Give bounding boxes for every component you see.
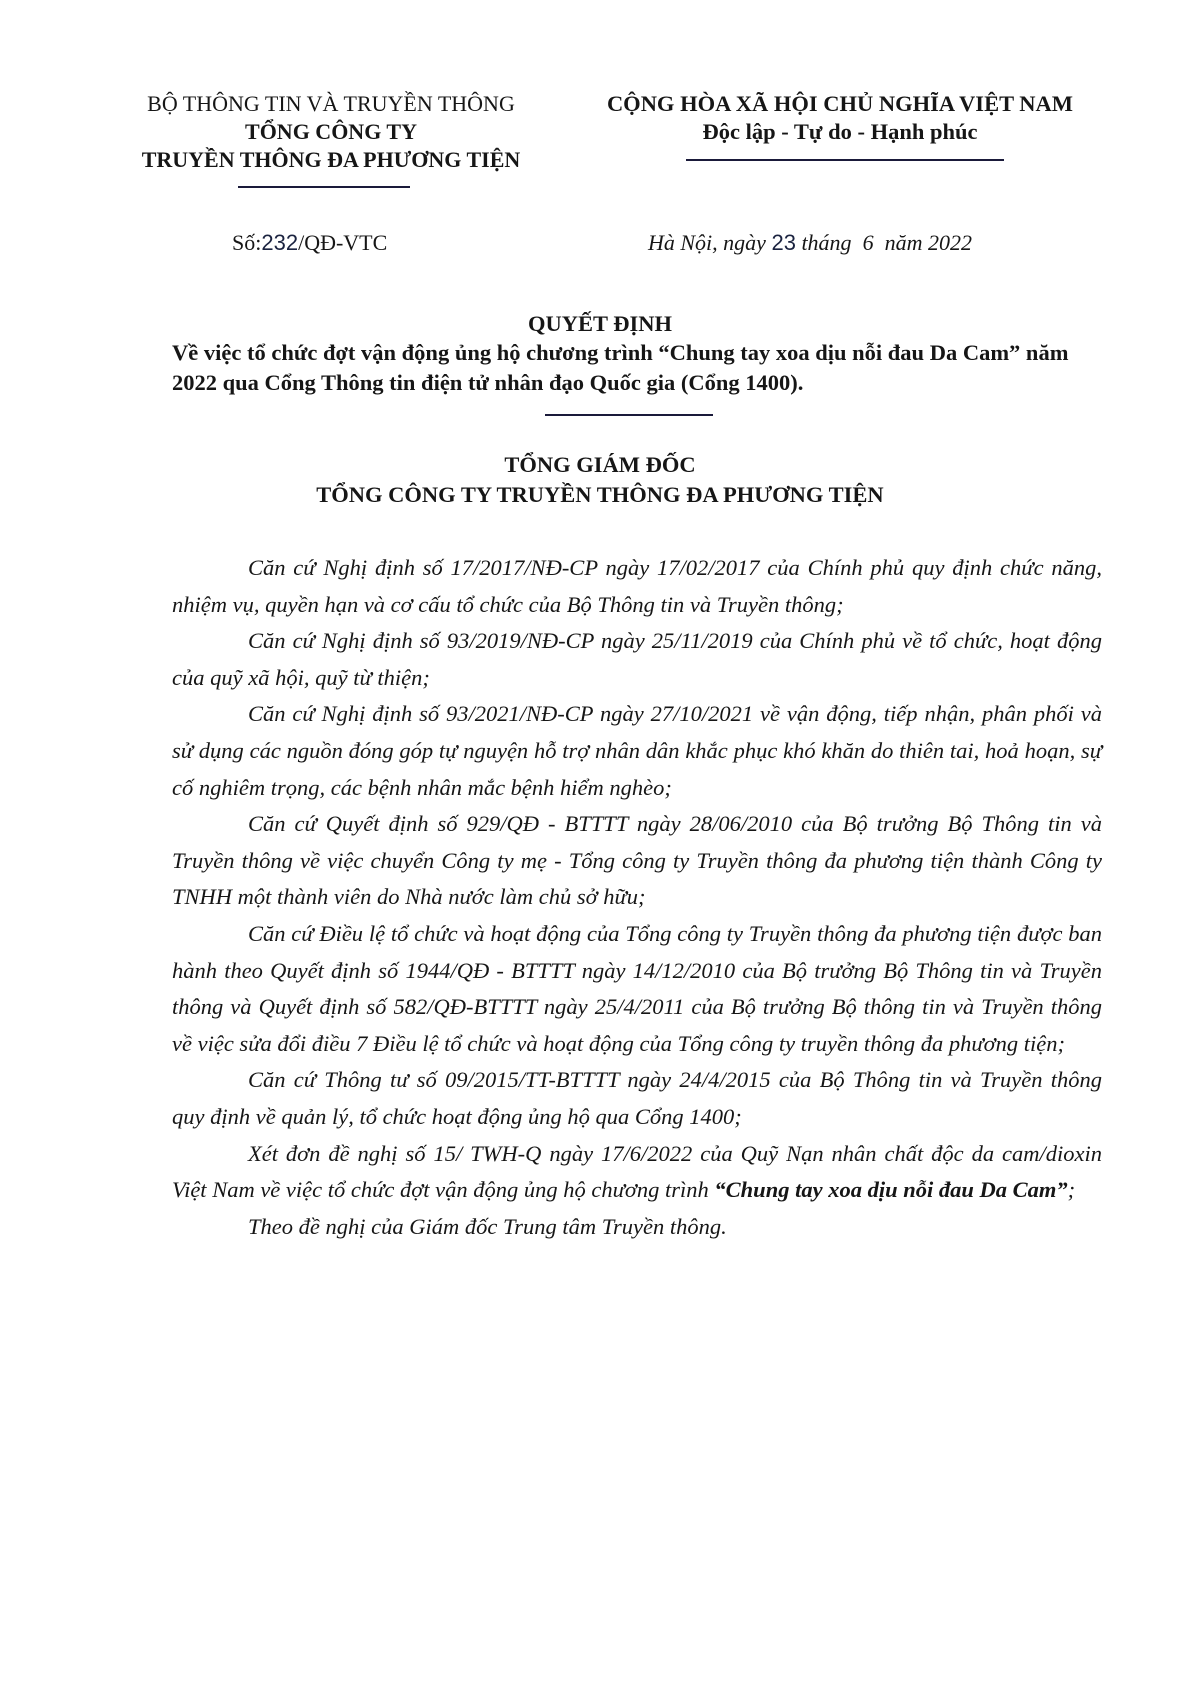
date-month: 6 — [862, 230, 874, 255]
ministry-name: BỘ THÔNG TIN VÀ TRUYỀN THÔNG — [147, 91, 515, 116]
doc-number-value: 232 — [261, 230, 299, 255]
company-name-line1: TỔNG CÔNG TY — [245, 119, 417, 144]
nation-name: CỘNG HÒA XÃ HỘI CHỦ NGHĨA VIỆT NAM — [606, 91, 1074, 116]
legal-basis-section — [172, 550, 1102, 1245]
document-subject: Về việc tổ chức đợt vận động ủng hộ chương trình “Chung tay xoa dịu nỗi đau Da Cam” năm 2022 qua Cổng Thông tin điện tử nhân đạo Quốc gia (Cổng 1400). — [172, 340, 1069, 395]
proposal-end: ; — [1067, 1177, 1076, 1203]
proposal-text: Xét đơn đề nghị số 15/ TWH-Q ngày 17/6/2022 của Quỹ Nạn nhân chất độc da cam/dioxin Việt Nam về việc tổ chức đợt vận động ủng hộ chương trình — [172, 1140, 1102, 1203]
date-place: Hà Nội, ngày — [648, 230, 766, 255]
issuer-title — [100, 450, 1100, 510]
issuing-agency-header — [96, 90, 566, 174]
national-header — [570, 90, 1110, 146]
doc-number-suffix: /QĐ-VTC — [298, 230, 388, 255]
issuer-position: TỔNG GIÁM ĐỐC — [504, 452, 696, 477]
recommendation-paragraph: Theo đề nghị của Giám đốc Trung tâm Truyền thông. — [248, 1213, 727, 1239]
legal-basis-item: Căn cứ Thông tư số 09/2015/TT-BTTTT ngày 24/4/2015 của Bộ Thông tin và Truyền thông quy định về quản lý, tổ chức hoạt động ủng hộ qua Cổng 1400; — [172, 1067, 1102, 1129]
program-name: “Chung tay xoa dịu nỗi đau Da Cam” — [714, 1177, 1068, 1203]
legal-basis-item: Căn cứ Điều lệ tổ chức và hoạt động của Tổng công ty Truyền thông đa phương tiện được ban hành theo Quyết định số 1944/QĐ - BTTTT ngày 14/12/2010 của Bộ trưởng Bộ Thông tin và Truyền thông và Quyết định số 582/QĐ-BTTTT ngày 25/4/2011 của Bộ trưởng Bộ thông tin và Truyền thông về việc sửa đổi điều 7 Điều lệ tổ chức và hoạt động của Tổng công ty truyền thông đa phương tiện; — [172, 920, 1102, 1056]
motto-underline — [686, 159, 1004, 161]
national-motto: Độc lập - Tự do - Hạnh phúc — [702, 119, 978, 144]
legal-basis-item: Căn cứ Nghị định số 93/2021/NĐ-CP ngày 27/10/2021 về vận động, tiếp nhận, phân phối và sử dụng các nguồn đóng góp tự nguyện hỗ trợ nhân dân khắc phục khó khăn do thiên tai, hoả hoạn, sự cố nghiêm trọng, các bệnh nhân mắc bệnh hiểm nghèo; — [172, 701, 1102, 800]
date-year: 2022 — [927, 230, 972, 255]
legal-basis-item: Căn cứ Quyết định số 929/QĐ - BTTTT ngày 28/06/2010 của Bộ trưởng Bộ Thông tin và Truyền thông về việc chuyển Công ty mẹ - Tổng công ty Truyền thông đa phương tiện thành Công ty TNHH một thành viên do Nhà nước làm chủ sở hữu; — [172, 811, 1102, 910]
document-number — [232, 230, 387, 256]
legal-basis-item: Căn cứ Nghị định số 17/2017/NĐ-CP ngày 17/02/2017 của Chính phủ quy định chức năng, nhiệm vụ, quyền hạn và cơ cấu tổ chức của Bộ Thông tin và Truyền thông; — [172, 555, 1102, 617]
date-year-label: năm — [884, 230, 923, 255]
date-day: 23 — [771, 230, 796, 255]
proposal-paragraph — [172, 1136, 1102, 1209]
issuer-organization: TỔNG CÔNG TY TRUYỀN THÔNG ĐA PHƯƠNG TIỆN — [316, 482, 884, 507]
issue-date — [648, 230, 972, 256]
agency-underline — [238, 186, 410, 188]
date-month-label: tháng — [801, 230, 852, 255]
subject-underline — [545, 414, 713, 416]
company-name-line2: TRUYỀN THÔNG ĐA PHƯƠNG TIỆN — [141, 147, 521, 172]
document-title: QUYẾT ĐỊNH — [528, 311, 672, 336]
legal-basis-item: Căn cứ Nghị định số 93/2019/NĐ-CP ngày 25/11/2019 của Chính phủ về tổ chức, hoạt động của quỹ xã hội, quỹ từ thiện; — [172, 628, 1102, 690]
doc-number-prefix: Số: — [232, 230, 262, 255]
